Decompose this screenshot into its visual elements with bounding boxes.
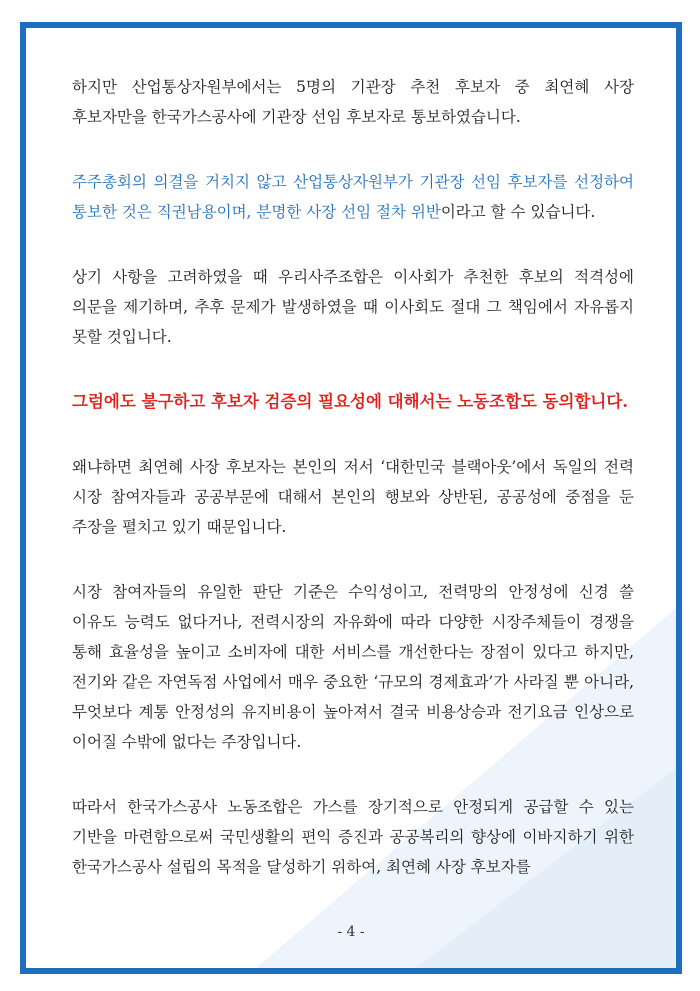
highlighted-text: 주주총회의 의결을 거치지 않고 산업통상자원부가 기관장 선임 후보자를 선정하여 통보한 것은 직권남용이며, 분명한 사장 선임 절차 위반 (72, 173, 634, 221)
paragraph-4: 왜냐하면 최연혜 사장 후보자는 본인의 저서 ‘대한민국 블랙아웃’에서 독일의 전력 시장 참여자들과 공공부문에 대해서 본인의 행보와 상반된, 공공성에 중점을 둔 주장을 펼치고 있기 때문입니다. (72, 458, 634, 536)
emphasis-heading: 그럼에도 불구하고 후보자 검증의 필요성에 대해서는 노동조합도 동의합니다. (72, 392, 629, 411)
paragraph-6: 따라서 한국가스공사 노동조합은 가스를 장기적으로 안정되게 공급할 수 있는 기반을 마련함으로써 국민생활의 편익 증진과 공공복리의 향상에 이바지하기 위한 한국가스공사 설립의 목적을 달성하기 위하여, 최연혜 사장 후보자를 (72, 798, 634, 876)
paragraph-3: 상기 사항을 고려하였을 때 우리사주조합은 이사회가 추천한 후보의 적격성에 의문을 제기하며, 추후 문제가 발생하였을 때 이사회도 절대 그 책임에서 자유롭지 못할 것입니다. (72, 268, 634, 346)
paragraph-2-rest: 이라고 할 수 있습니다. (440, 203, 596, 221)
paragraph-5: 시장 참여자들의 유일한 판단 기준은 수익성이고, 전력망의 안정성에 신경 쓸 이유도 능력도 없다거나, 전력시장의 자유화에 따라 다양한 시장주체들이 경쟁을 통해 효율성을 높이고 소비자에 대한 서비스를 개선한다는 장점이 있다고 하지만, 전기와 같은 자연독점 사업에서 매우 중요한 ‘규모의 경제효과’가 사라질 뿐 아니라, 무엇보다 계통 안정성의 유지비용이 높아져서 결국 비용상승과 전기요금 인상으로 이어질 수밖에 없다는 주장입니다. (72, 583, 634, 751)
document-body (72, 72, 634, 917)
paragraph-1: 하지만 산업통상자원부에서는 5명의 기관장 추천 후보자 중 최연혜 사장 후보자만을 한국가스공사에 기관장 선임 후보자로 통보하였습니다. (72, 78, 634, 126)
page-number: - 4 - (337, 924, 365, 940)
paragraph-2 (72, 167, 634, 227)
page-frame (20, 22, 682, 974)
